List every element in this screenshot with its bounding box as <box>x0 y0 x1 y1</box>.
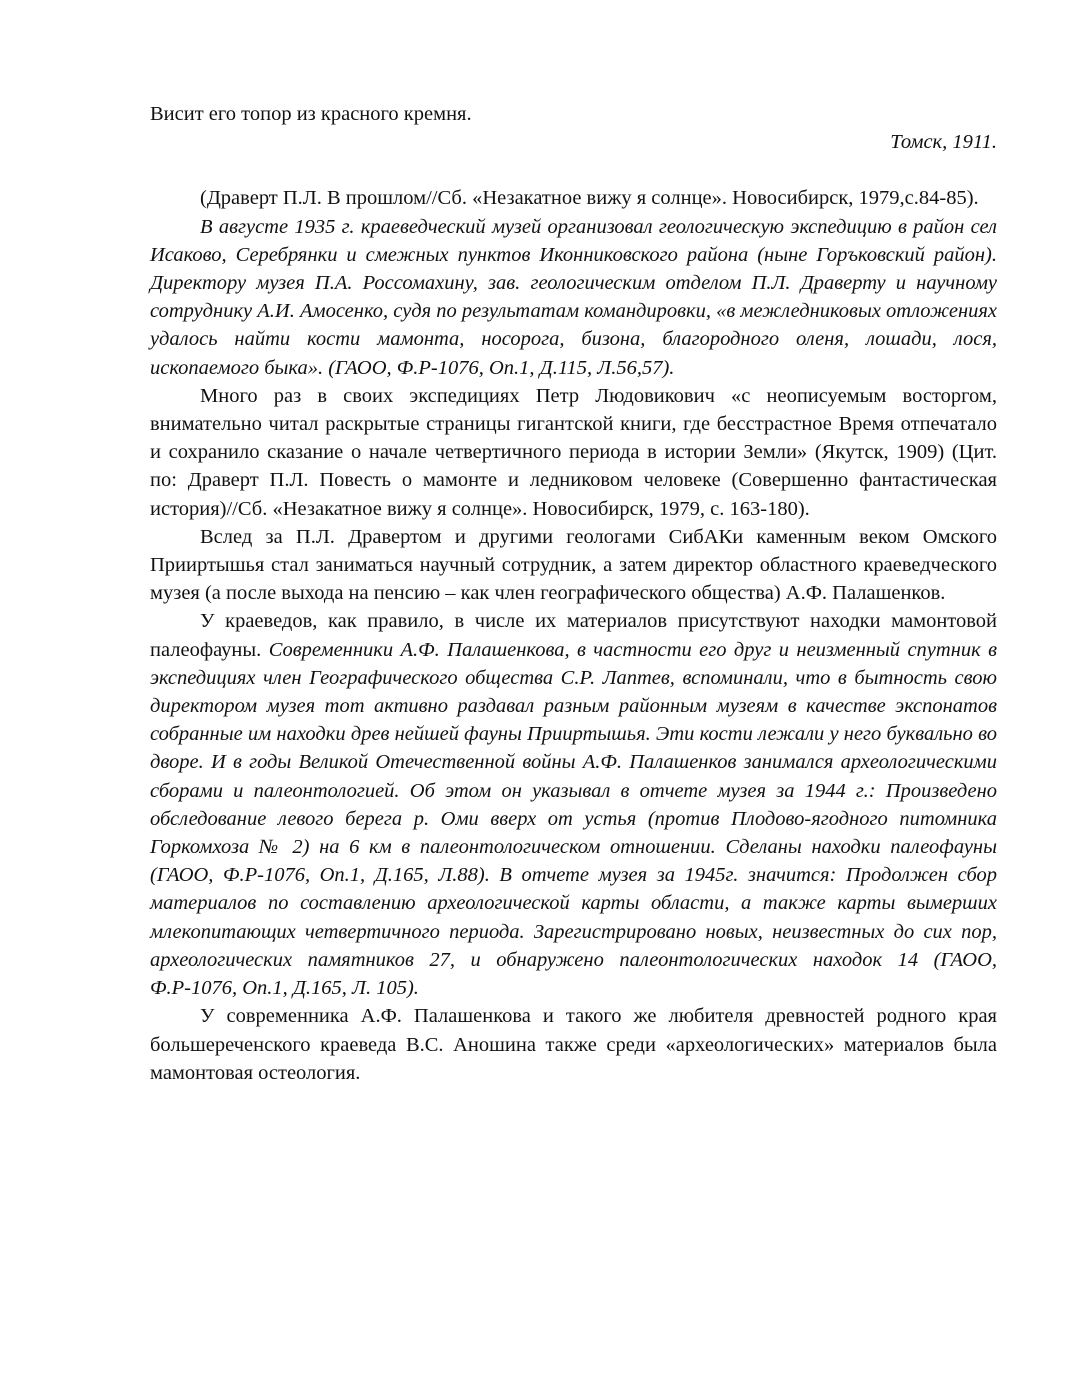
drawert-paragraph: Много раз в своих экспедициях Петр Людовикович «с неописуемым восторгом, внимательно читал раскрытые страницы гигантской книги, где бесстрастное Время отпечатало и сохранило сказание о начале четвертичного периода в истории Земли» (Якутск, 1909) (Цит. по: Драверт П.Л. Повесть о мамонте и ледниковом человеке (Совершенно фантастическая история)//Сб. «Незакатное вижу я солнце». Новосибирск, 1979, с. 163-180). <box>150 384 997 520</box>
kraeved-paragraph-start: У краеведов, как правило, в числе их материалов присутствуют находки мамонтовой палеофауны. <box>150 610 997 661</box>
kraeved-paragraph-italic: Современники А.Ф. Палашенкова, в частности его друг и неизменный спутник в экспедициях член Географического общества С.Р. Лаптев, вспоминали, что в бытность свою директором музея тот активно раздавал разным районным музеям в качестве экспонатов собранные им находки древ нейшей фауны Прииртышья. Эти кости лежали у него буквально во дворе. И в годы Великой Отечественной войны А.Ф. Палашенков занимался археологическими сборами и палеонтологией. Об этом он указывал в отчете музея за 1944 г.: Произведено обследование левого берега р. Оми вверх от устья (против Плодово-ягодного питомника Горкомхоза № 2) на 6 км в палеонтологическом отношении. Сделаны находки палеофауны (ГАОО, Ф.Р-1076, Оп.1, Д.165, Л.88). В отчете музея за 1945г. значится: Продолжен сбор материалов по составлению археологической карты области, а также карты вымерших млекопитающих четвертичного периода. Зарегистрировано новых, неизвестных до сих пор, археологических памятников 27, и обнаружено палеонтологических находок 14 (ГАОО, Ф.Р-1076, Оп.1, Д.165, Л. 105). <box>150 638 998 1000</box>
expedition-paragraph: В августе 1935 г. краеведческий музей организовал геологическую экспедицию в район сел Исаково, Серебрянки и смежных пунктов Иконниковского района (ныне Горъковский район). Директору музея П.А. Россомахину, зав. геологическим отделом П.Л. Драверту и научному сотруднику А.И. Амосенко, судя по результатам командировки, «в межледниковых отложениях удалось найти кости мамонта, носорога, бизона, благородного оленя, лошади, лося, ископаемого быка». (ГАОО, Ф.Р-1076, Оп.1, Д.115, Л.56,57). <box>150 215 997 379</box>
kraeved-paragraph <box>150 607 997 1002</box>
poem-last-line: Висит его топор из красного кремня. <box>150 103 472 125</box>
citation-paragraph: (Драверт П.Л. В прошлом//Сб. «Незакатное вижу я солнце». Новосибирск, 1979,с.84-85). <box>200 187 979 210</box>
poem-signature: Томск, 1911. <box>890 131 997 154</box>
anoshin-paragraph: У современника А.Ф. Палашенкова и такого же любителя древностей родного края большереченского краеведа В.С. Аношина также среди «археологических» материалов была мамонтовая остеология. <box>150 1005 997 1084</box>
spacer <box>150 156 997 184</box>
palashenkov-paragraph: Вслед за П.Л. Дравертом и другими геологами СибАКи каменным веком Омского Прииртышья стал заниматься научный сотрудник, а затем директор областного краеведческого музея (а после выхода на пенсию – как член географического общества) А.Ф. Палашенков. <box>150 525 997 605</box>
document-page <box>150 100 997 1087</box>
